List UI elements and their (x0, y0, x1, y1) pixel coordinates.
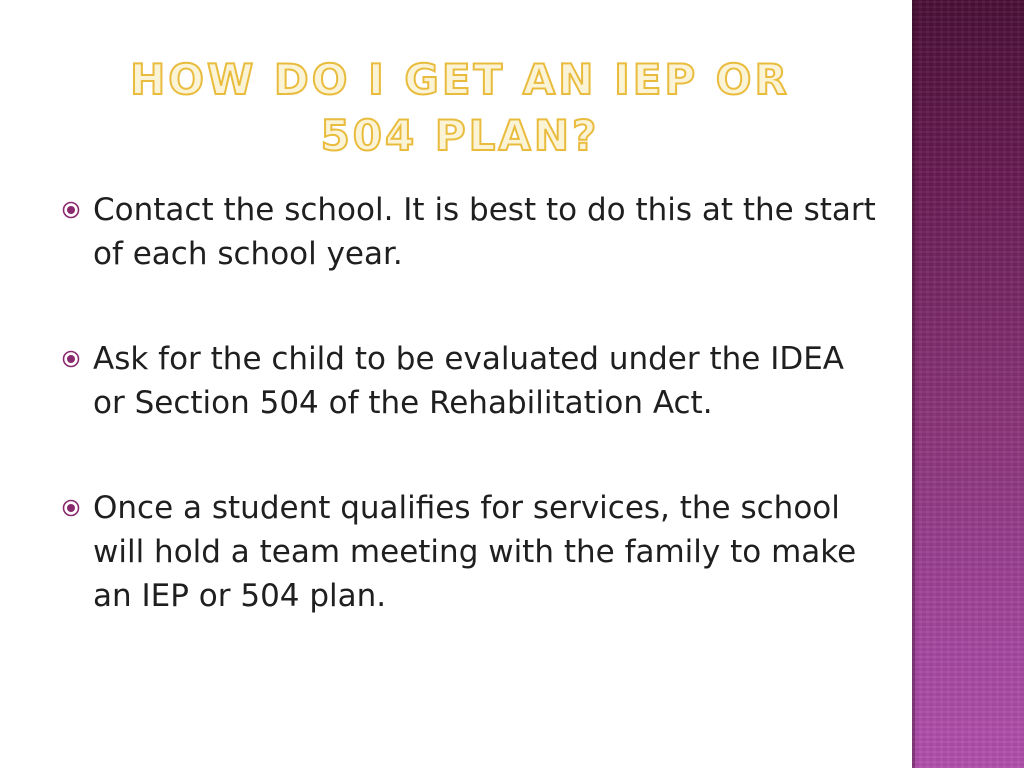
target-circle-icon (62, 350, 80, 368)
bullet-text: Once a student qualifies for services, the school will hold a team meeting with the family to make an IEP or 504 plan. (93, 490, 857, 614)
sidebar-edge (912, 0, 915, 768)
bullet-item (60, 486, 880, 618)
bullet-text: Ask for the child to be evaluated under the IDEA or Section 504 of the Rehabilitation Act. (93, 341, 845, 421)
bullet-text: Contact the school. It is best to do this at the start of each school year. (93, 192, 876, 272)
target-circle-icon (62, 201, 80, 219)
bullet-list (60, 188, 880, 679)
sidebar-texture (912, 0, 1024, 768)
bullet-item (60, 188, 880, 276)
slide-title: HOW DO I GET AN IEP OR 504 PLAN? (130, 55, 790, 160)
bullet-item (60, 337, 880, 425)
decorative-sidebar (912, 0, 1024, 768)
target-circle-icon (62, 499, 80, 517)
